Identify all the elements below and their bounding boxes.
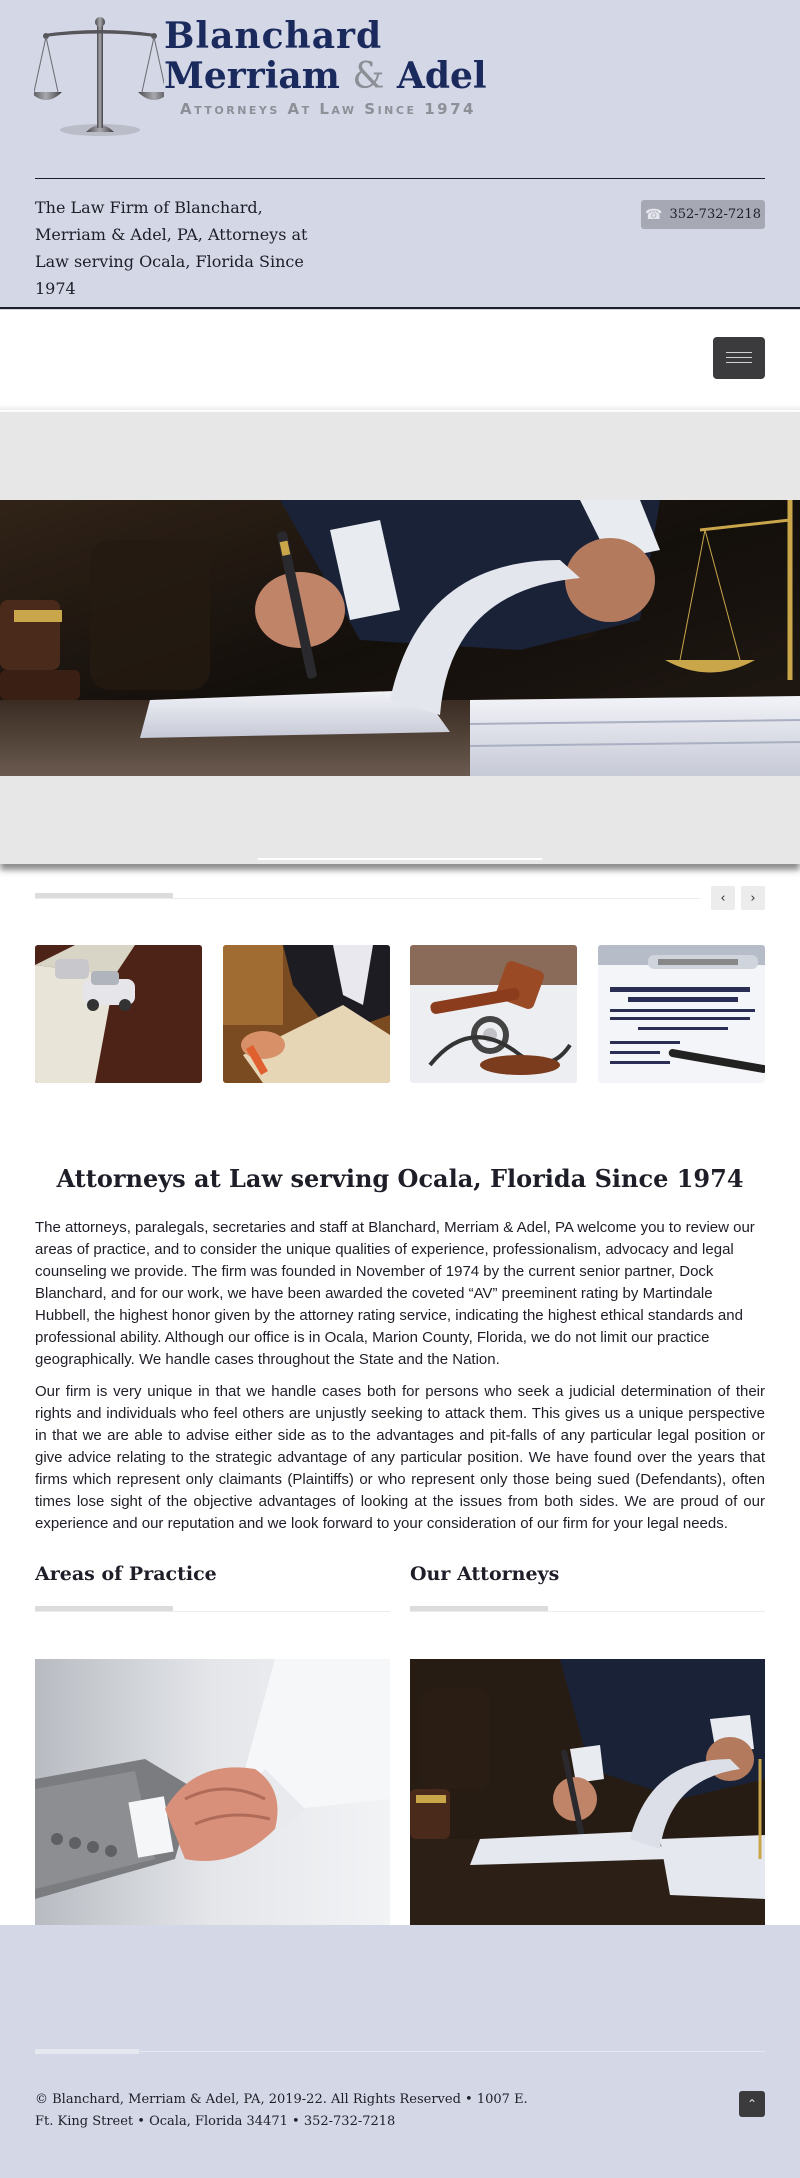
phone-number: 352-732-7218 [669, 207, 761, 222]
slider-prev-button[interactable] [711, 886, 735, 910]
header-bottom-border [0, 307, 800, 309]
intro-paragraph-1: The attorneys, paralegals, secretaries and staff at Blanchard, Merriam & Adel, PA welcome you to review our areas of practice, and to consider the unique qualities of experience, professionalism, advocacy and legal counseling we provide. The firm was founded in November of 1974 by the current senior partner, Dock Blanchard, and for our work, we have been awarded the coveted “AV” preeminent rating by Martindale Hubbell, the highest honor given by the attorney rating service, indicating the highest ethical standards and professional ability. Although our office is in Ocala, Marion County, Florida, we do not limit our practice geographically. We handle cases throughout the State and the Nation. [35, 1219, 755, 1368]
our-attorneys-heading[interactable]: Our Attorneys [410, 1563, 560, 1585]
site-header [0, 0, 800, 310]
scales-of-justice-icon [34, 10, 164, 140]
thumbnail-signing-papers[interactable] [223, 945, 390, 1083]
footer-copyright: © Blanchard, Merriam & Adel, PA, 2019-22. All Rights Reserved • 1007 E. Ft. King Street • Ocala, Florida 34471 • 352-732-7218 [35, 2092, 528, 2129]
firm-description: The Law Firm of Blanchard, Merriam & Adel, PA, Attorneys at Law serving Ocala, Florida Since 1974 [35, 198, 308, 298]
hero-slider[interactable] [0, 412, 800, 864]
intro-paragraph-2: Our firm is very unique in that we handle cases both for persons who seek a judicial determination of their rights and individuals who feel others are unjustly seeking to attack them. This gives us a unique perspective in that we are able to advise either side as to the advantages and pit-falls of any particular legal position or give advice relating to the strategic advantage of any particular position. We have found over the years that firms which represent only claimants (Plaintiffs) or who represent only those being sued (Defendants), often times lose sight of the objective advantages of looking at the issues from both sides. We are proud of our experience and our reputation and we look forward to your consideration of our firm for your legal needs. [35, 1383, 765, 1532]
thumbnail-toy-car[interactable] [35, 945, 202, 1083]
brand-ampersand: & [352, 56, 385, 97]
phone-button[interactable] [641, 200, 765, 229]
chevron-right-icon: › [750, 890, 756, 906]
firm-wordmark [164, 16, 487, 97]
our-attorneys-image-signing[interactable] [410, 1659, 765, 1925]
brand-name-adel: Adel [396, 55, 487, 97]
areas-of-practice-heading[interactable]: Areas of Practice [35, 1563, 217, 1585]
chevron-up-icon: ⌃ [746, 2097, 758, 2111]
intro-title: Attorneys at Law serving Ocala, Florida Since 1974 [56, 1164, 744, 1193]
main-nav [0, 310, 800, 410]
chevron-left-icon: ‹ [720, 890, 726, 906]
firm-tagline: Attorneys At Law Since 1974 [180, 100, 476, 118]
practice-heading-line [35, 1611, 390, 1612]
brand-name-merriam: Merriam [164, 55, 340, 97]
hero-slide-indicator[interactable] [258, 858, 542, 860]
nav-shadow [0, 404, 800, 410]
thumbnail-gavel-stethoscope[interactable] [410, 945, 577, 1083]
header-divider [35, 178, 765, 179]
hamburger-icon [726, 352, 752, 353]
brand-name-line1: Blanchard [164, 15, 383, 57]
site-footer [0, 1925, 800, 2178]
menu-toggle-button[interactable] [713, 337, 765, 379]
slider-section-line [35, 898, 700, 899]
hero-image-signing-documents [0, 500, 800, 776]
areas-of-practice-image-handshake[interactable] [35, 1659, 390, 1925]
slider-next-button[interactable] [741, 886, 765, 910]
thumbnail-injury-form[interactable] [598, 945, 765, 1083]
footer-line [35, 2051, 765, 2052]
firm-logo[interactable] [34, 10, 487, 140]
phone-icon: ☎ [645, 206, 663, 223]
back-to-top-button[interactable] [739, 2091, 765, 2117]
attorneys-heading-line [410, 1611, 765, 1612]
